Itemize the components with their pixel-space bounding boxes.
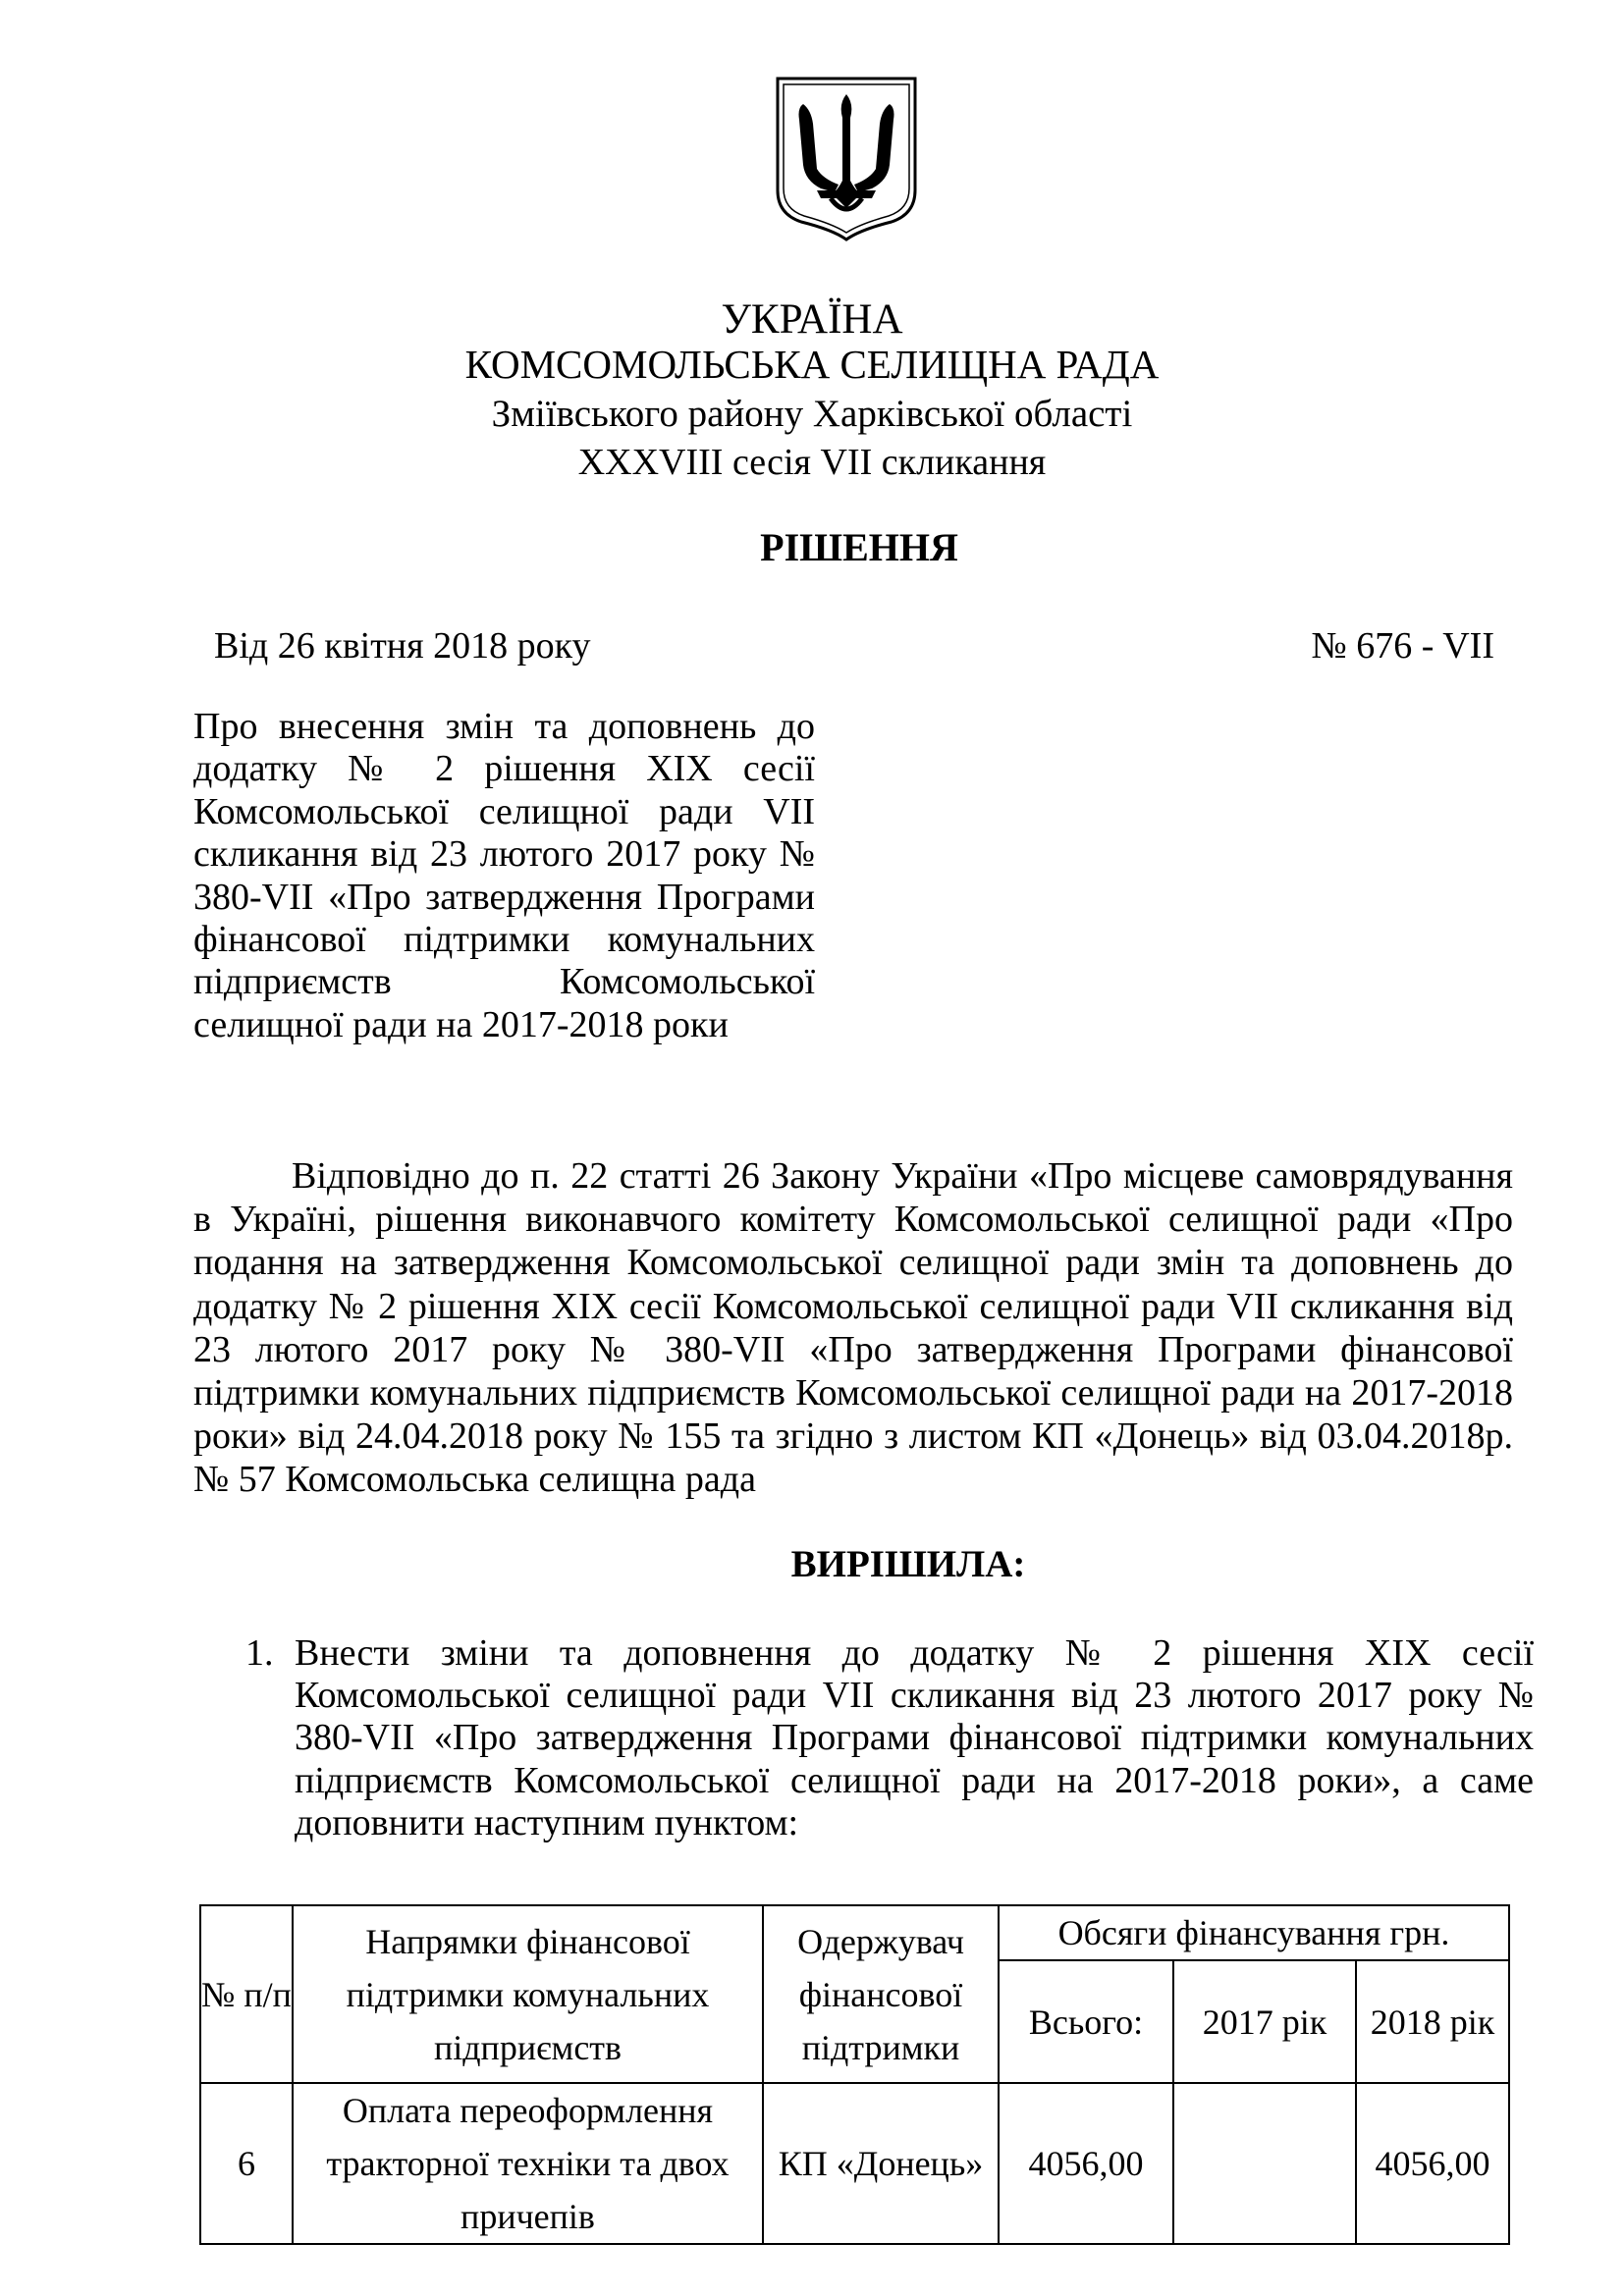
decision-subject: Про внесення змін та доповнень до додатку № 2 рішення XIX сесії Комсомольської селищної ради VII скликання від 23 лютого 2017 року № 380-VII «Про затвердження Програми фінансової підтримки комунальних підприємств Комсомольської селищної ради на 2017-2018 роки bbox=[193, 706, 815, 1045]
header-num: № п/п bbox=[200, 1905, 293, 2083]
decision-number: № 676 - VII bbox=[1311, 625, 1494, 667]
trident-coat-of-arms-icon bbox=[774, 75, 919, 241]
header-2017: 2017 рік bbox=[1173, 1960, 1356, 2083]
header-recipient: Одержувач фінансової підтримки bbox=[763, 1905, 999, 2083]
header-volumes: Обсяги фінансування грн. bbox=[999, 1905, 1509, 1960]
header-2018: 2018 рік bbox=[1356, 1960, 1509, 2083]
financing-table bbox=[199, 1904, 1510, 2245]
row-direction: Оплата переоформлення тракторної техніки та двох причепів bbox=[293, 2083, 763, 2244]
resolved-heading: ВИРІШИЛА: bbox=[790, 1543, 1026, 1585]
session-name: XXXVIII сесія VII скликання bbox=[577, 442, 1047, 483]
row-total: 4056,00 bbox=[999, 2083, 1173, 2244]
row-2017 bbox=[1173, 2083, 1356, 2244]
row-recipient: КП «Донець» bbox=[763, 2083, 999, 2244]
preamble-paragraph: Відповідно до п. 22 статті 26 Закону України «Про місцеве самоврядування в Україні, рішення виконавчого комітету Комсомольської селищної ради «Про подання на затвердження Комсомольської селищної ради змін та доповнень до додатку № 2 рішення XIX сесії Комсомольської селищної ради VII скликання від 23 лютого 2017 року № 380-VII «Про затвердження Програми фінансової підтримки комунальних підприємств Комсомольської селищної ради на 2017-2018 роки» від 24.04.2018 року № 155 та згідно з листом КП «Донець» від 03.04.2018р. № 57 Комсомольська селищна рада bbox=[193, 1155, 1513, 1501]
item-text: Внести зміни та доповнення до додатку № 2 рішення XIX сесії Комсомольської селищної ради VII скликання від 23 лютого 2017 року № 380-VII «Про затвердження Програми фінансової підтримки комунальних підприємств Комсомольської селищної ради на 2017-2018 роки», а саме доповнити наступним пунктом: bbox=[295, 1632, 1534, 1843]
district-name: Зміївського району Харківської області bbox=[491, 393, 1133, 435]
decision-date: Від 26 квітня 2018 року bbox=[214, 625, 591, 667]
row-num: 6 bbox=[200, 2083, 293, 2244]
country-name: УКРАЇНА bbox=[721, 296, 903, 343]
row-2018: 4056,00 bbox=[1356, 2083, 1509, 2244]
header-direction: Напрямки фінансової підтримки комунальних підприємств bbox=[293, 1905, 763, 2083]
item-number: 1. bbox=[245, 1632, 274, 1674]
table-row bbox=[200, 2083, 1509, 2244]
header-total: Всього: bbox=[999, 1960, 1173, 2083]
document-title: РІШЕННЯ bbox=[760, 525, 958, 569]
council-name: КОМСОМОЛЬСЬКА СЕЛИЩНА РАДА bbox=[464, 342, 1160, 387]
